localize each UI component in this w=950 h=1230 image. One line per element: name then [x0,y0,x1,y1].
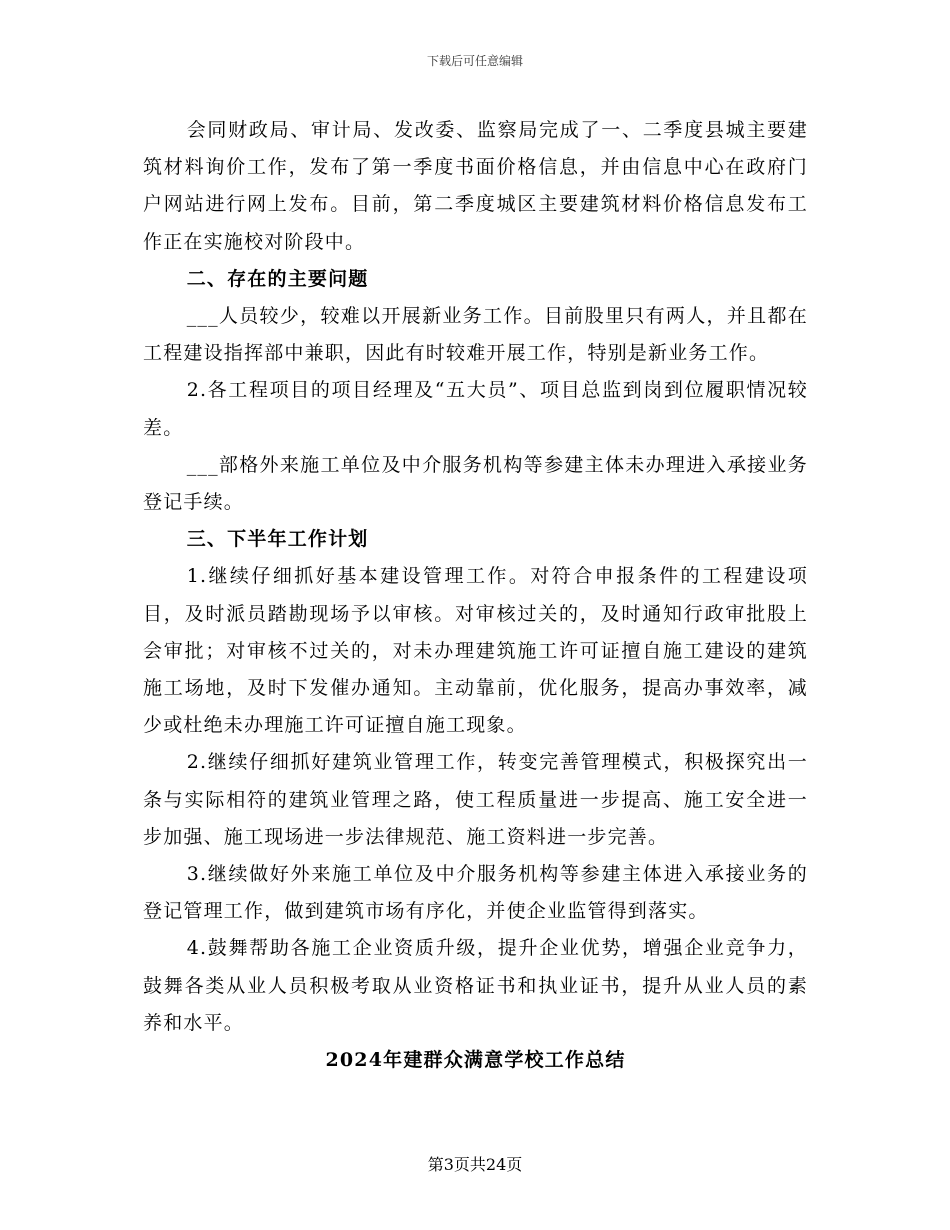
section-heading: 二、存在的主要问题 [186,267,369,290]
section-heading: 三、下半年工作计划 [186,528,369,551]
page-footer: 第3页共24页 [427,1155,523,1174]
paragraph: ___人员较少，较难以开展新业务工作。目前股里只有两人，并且都在工程建设指挥部中兼职，因此有时较难开展工作，特别是新业务工作。 [143,305,808,365]
paragraph: 1.继续仔细抓好基本建设管理工作。对符合申报条件的工程建设项目，及时派员踏勘现场予以审核。对审核过关的，及时通知行政审批股上会审批；对审核不过关的，对未办理建筑施工许可证擅自施工建设的建筑施工场地，及时下发催办通知。主动靠前，优化服务，提高办事效率，减少或杜绝未办理施工许可证擅自施工现象。 [143,565,808,737]
paragraph: ___部格外来施工单位及中介服务机构等参建主体未办理进入承接业务登记手续。 [143,453,808,514]
page-header: 下载后可任意编辑 [426,54,523,68]
paragraph: 2.各工程项目的项目经理及“五大员”、项目总监到岗到位履职情况较差。 [143,379,808,439]
document-body [143,112,808,1079]
paragraph: 4.鼓舞帮助各施工企业资质升级，提升企业优势，增强企业竞争力，鼓舞各类从业人员积极考取从业资格证书和执业证书，提升从业人员的素养和水平。 [143,937,808,1034]
paragraph: 会同财政局、审计局、发改委、监察局完成了一、二季度县城主要建筑材料询价工作，发布了第一季度书面价格信息，并由信息中心在政府门户网站进行网上发布。目前，第二季度城区主要建筑材料价格信息发布工作正在实施校对阶段中。 [143,119,808,253]
document-title: 2024年建群众满意学校工作总结 [325,1049,626,1072]
paragraph: 3.继续做好外来施工单位及中介服务机构等参建主体进入承接业务的登记管理工作，做到建筑市场有序化，并使企业监管得到落实。 [143,863,808,923]
paragraph: 2.继续仔细抓好建筑业管理工作，转变完善管理模式，积极探究出一条与实际相符的建筑业管理之路，使工程质量进一步提高、施工安全进一步加强、施工现场进一步法律规范、施工资料进一步完善。 [143,751,808,848]
